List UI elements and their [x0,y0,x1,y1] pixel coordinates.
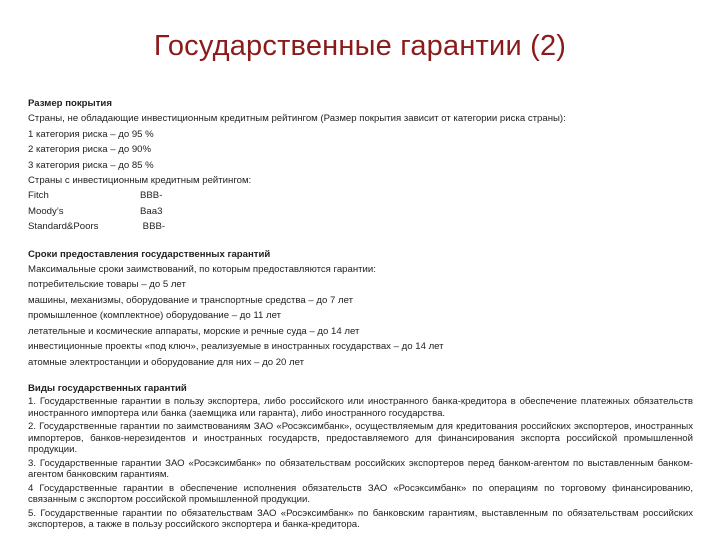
rating-agency: Moody’s [28,205,64,217]
terms-item: машины, механизмы, оборудование и транспортные средства – до 7 лет [28,294,353,306]
types-item-4: 4 Государственные гарантии в обеспечение исполнения обязательств ЗАО «Росэксимбанк» по операциям по торговому финансированию, связанным с экспортом российской промышленной продукции. [28,482,693,506]
terms-item: потребительские товары – до 5 лет [28,279,186,291]
rating-value: Baa3 [140,205,163,217]
rating-row-sp [28,219,693,234]
terms-item: атомные электростанции и оборудование для них – до 20 лет [28,356,305,368]
rating-agency: Fitch [28,190,49,202]
rating-row-moodys [28,204,693,219]
terms-item: инвестиционные проекты «под ключ», реализуемые в иностранных государствах – до 14 лет [28,341,444,353]
risk-category-2: 2 категория риска – до 90% [28,144,152,156]
risk-category-1: 1 категория риска – до 95 % [28,128,154,140]
slide-content [28,96,693,531]
section-spacer [28,235,693,247]
coverage-intro: Страны, не обладающие инвестиционным кредитным рейтингом (Размер покрытия зависит от категории риска страны): [28,113,566,125]
rating-row-fitch [28,188,693,203]
types-heading: Виды государственных гарантий [28,382,187,394]
rating-value: BBB- [140,190,163,202]
risk-category-3: 3 категория риска – до 85 % [28,159,154,171]
types-item-2: 2. Государственные гарантии по заимствованиям ЗАО «Росэксимбанк», осуществляемым для кредитования российских экспортеров, иностранных импортеров, банков-нерезидентов и иностранных государств, предоставляемого для финансирования экспорта российской промышленной продукции. [28,421,693,456]
slide-title: Государственные гарантии (2) [153,30,567,62]
section-spacer [28,370,693,381]
investment-rating-intro: Страны с инвестиционным кредитным рейтингом: [28,175,252,187]
terms-item: промышленное (комплектное) оборудование – до 11 лет [28,310,282,322]
terms-heading: Сроки предоставления государственных гарантий [28,248,271,260]
terms-intro: Максимальные сроки заимствований, по которым предоставляются гарантии: [28,264,376,276]
types-item-1: 1. Государственные гарантии в пользу экспортера, либо российского или иностранного банка-кредитора в обеспечение платежных обязательств иностранного импортера или банка (заемщика или гаранта), либо иностранного государства. [28,396,693,419]
coverage-heading: Размер покрытия [28,98,112,109]
types-item-3: 3. Государственные гарантии ЗАО «Росэксимбанк» по обязательствам российских экспортеров перед банком-агентом по выставленным банком-агентом банковским гарантиям. [28,457,693,481]
types-item-5: 5. Государственные гарантии по обязательствам ЗАО «Росэксимбанк» по банковским гарантиям, выставленным по обязательствам российских экспортеров, а также в пользу российского экспортера и банка-кредитора. [28,507,693,531]
rating-agency: Standard&Poors [28,221,99,233]
rating-value: BBB- [140,221,166,233]
terms-item: летательные и космические аппараты, морские и речные суда – до 14 лет [28,325,360,337]
